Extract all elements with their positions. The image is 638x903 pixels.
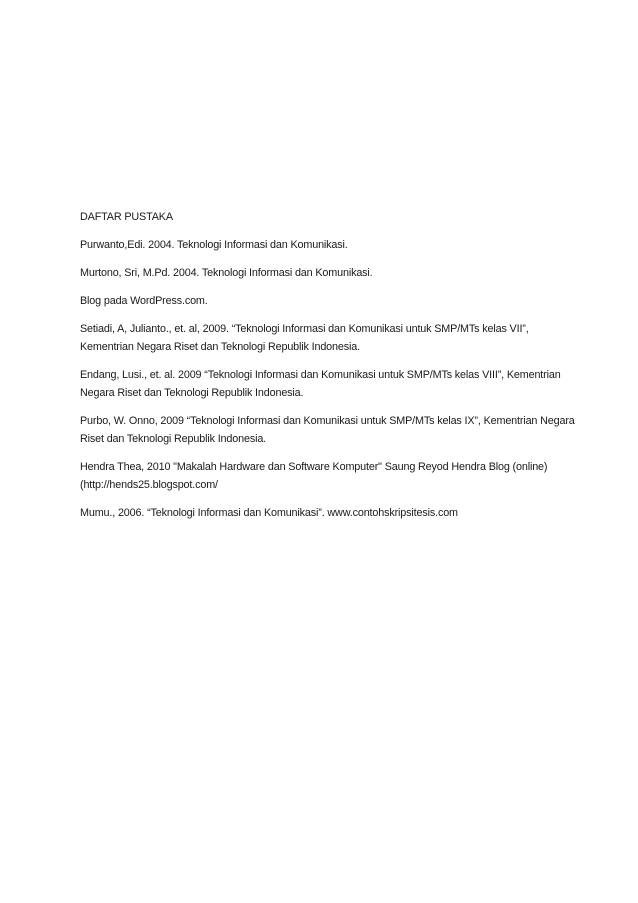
reference-entry-purbo: Purbo, W. Onno, 2009 “Teknologi Informasi dan Komunikasi untuk SMP/MTs kelas IX”, Kementrian Negara Riset dan Teknologi Republik Indonesia. xyxy=(80,415,575,445)
reference-entry-purwanto: Purwanto,Edi. 2004. Teknologi Informasi dan Komunikasi. xyxy=(80,239,348,251)
bibliography-heading: DAFTAR PUSTAKA xyxy=(80,211,173,223)
reference-entry-mumu: Mumu., 2006. “Teknologi Informasi dan Komunikasi”. www.contohskripsitesis.com xyxy=(80,507,458,519)
reference-entry-hendra: Hendra Thea, 2010 "Makalah Hardware dan Software Komputer" Saung Reyod Hendra Blog (online) (http://hends25.blogspot.com/ xyxy=(80,461,548,491)
reference-entry-endang: Endang, Lusi., et. al. 2009 “Teknologi Informasi dan Komunikasi untuk SMP/MTs kelas VIII”, Kementrian Negara Riset dan Teknologi Republik Indonesia. xyxy=(80,369,561,399)
bibliography-section xyxy=(80,208,580,532)
reference-entry-murtono: Murtono, Sri, M.Pd. 2004. Teknologi Informasi dan Komunikasi. xyxy=(80,267,373,279)
reference-entry-wordpress: Blog pada WordPress.com. xyxy=(80,295,208,307)
reference-entry-setiadi: Setiadi, A, Julianto., et. al, 2009. “Teknologi Informasi dan Komunikasi untuk SMP/MTs kelas VII”, Kementrian Negara Riset dan Teknologi Republik Indonesia. xyxy=(80,323,529,353)
